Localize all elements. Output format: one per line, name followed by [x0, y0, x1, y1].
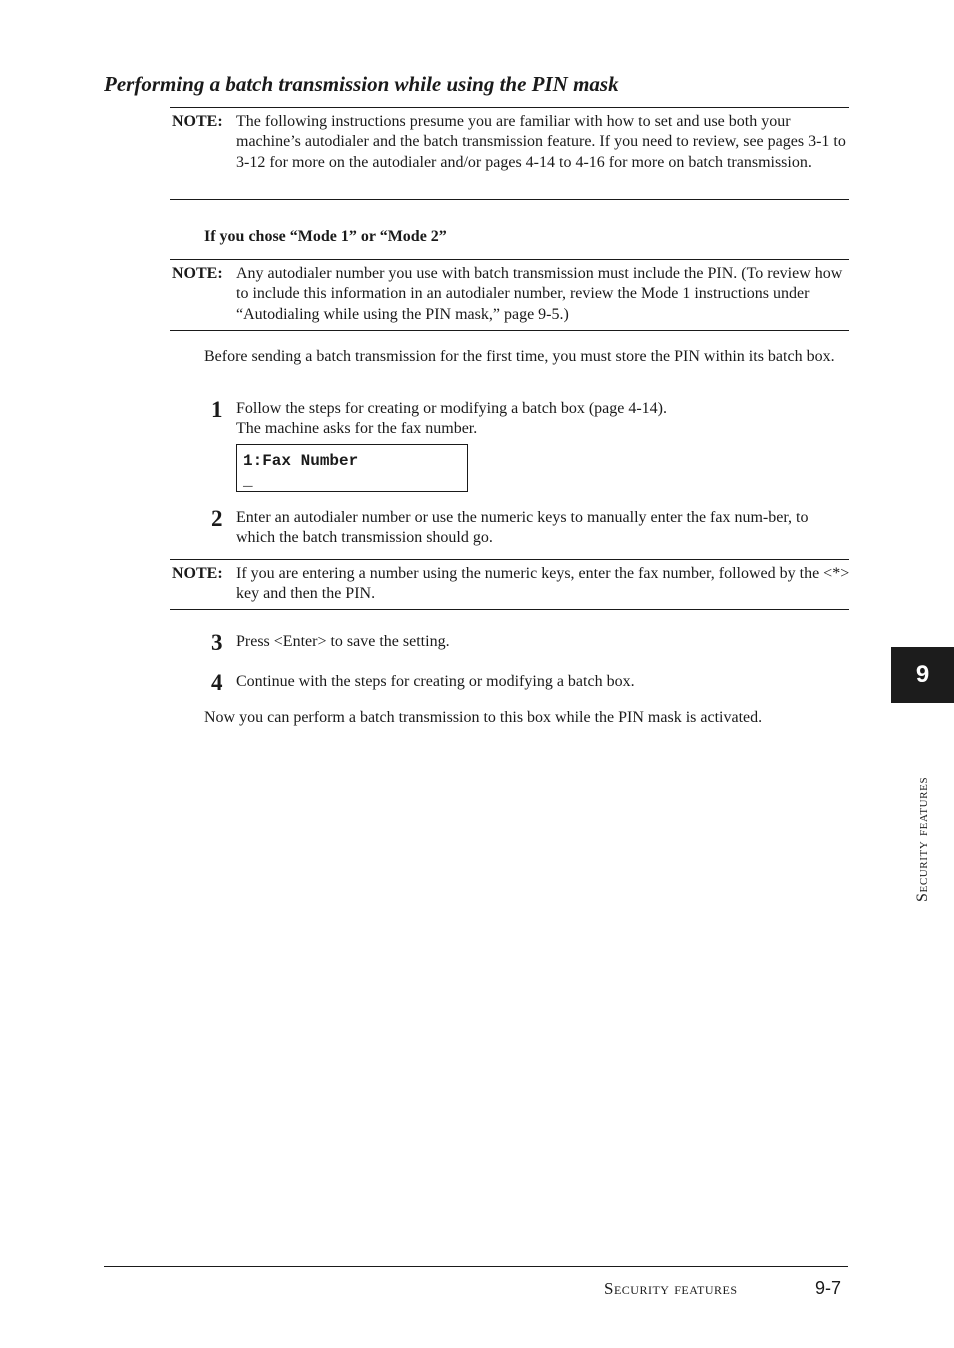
step-text: Press <Enter> to save the setting.: [236, 633, 450, 650]
note-rule-top: [170, 107, 849, 108]
note-rule-top: [170, 259, 849, 260]
note-rule-bottom: [170, 609, 849, 610]
closing-paragraph: Now you can perform a batch transmission to this box while the PIN mask is activated.: [204, 709, 763, 726]
side-section-label: Security features: [914, 776, 931, 902]
lcd-display: [236, 444, 468, 492]
note-text: The following instructions presume you are familiar with how to set and use both your machine’s autodialer and the batch transmission feature. If you need to review, see pages 3-1 to 3-12 for more on the autodialer and/or pages 4-14 to 4-16 for more on batch transmission.: [236, 113, 846, 171]
step-number: 3: [211, 630, 223, 655]
section-title: Performing a batch transmission while using the PIN mask: [104, 72, 619, 96]
note-label: NOTE:: [172, 113, 223, 130]
lcd-line-1: 1:Fax Number: [243, 452, 359, 470]
step-number: 2: [211, 506, 223, 531]
note-rule-bottom: [170, 330, 849, 331]
subheading: If you chose “Mode 1” or “Mode 2”: [204, 228, 447, 245]
step-number: 1: [211, 397, 223, 422]
note-text: Any autodialer number you use with batch transmission must include the PIN. (To review how to include this information in an autodialer number, review the Mode 1 instructions under “Autodialing while using the PIN mask,” page 9-5.): [236, 265, 843, 323]
note-rule-top: [170, 559, 849, 560]
lcd-cursor: _: [243, 472, 253, 490]
step-text: Continue with the steps for creating or modifying a batch box.: [236, 673, 635, 690]
note-text: If you are entering a number using the numeric keys, enter the fax number, followed by the <*> key and then the PIN.: [236, 565, 850, 603]
footer-rule: [104, 1266, 848, 1267]
step-text: Enter an autodialer number or use the numeric keys to manually enter the fax num-ber, to which the batch transmission should go.: [236, 509, 809, 547]
page-number: 9-7: [815, 1278, 842, 1298]
step-line: Follow the steps for creating or modifying a batch box (page 4-14).: [236, 400, 667, 417]
note-label: NOTE:: [172, 565, 223, 582]
note-rule-bottom: [170, 199, 849, 200]
chapter-tab: 9: [891, 647, 954, 703]
footer-section-name: Security features: [604, 1279, 738, 1298]
step-number: 4: [211, 670, 223, 695]
note-label: NOTE:: [172, 265, 223, 282]
step-text: [236, 399, 848, 440]
intro-paragraph: Before sending a batch transmission for the first time, you must store the PIN within its batch box.: [204, 348, 835, 365]
step-line: The machine asks for the fax number.: [236, 420, 478, 438]
